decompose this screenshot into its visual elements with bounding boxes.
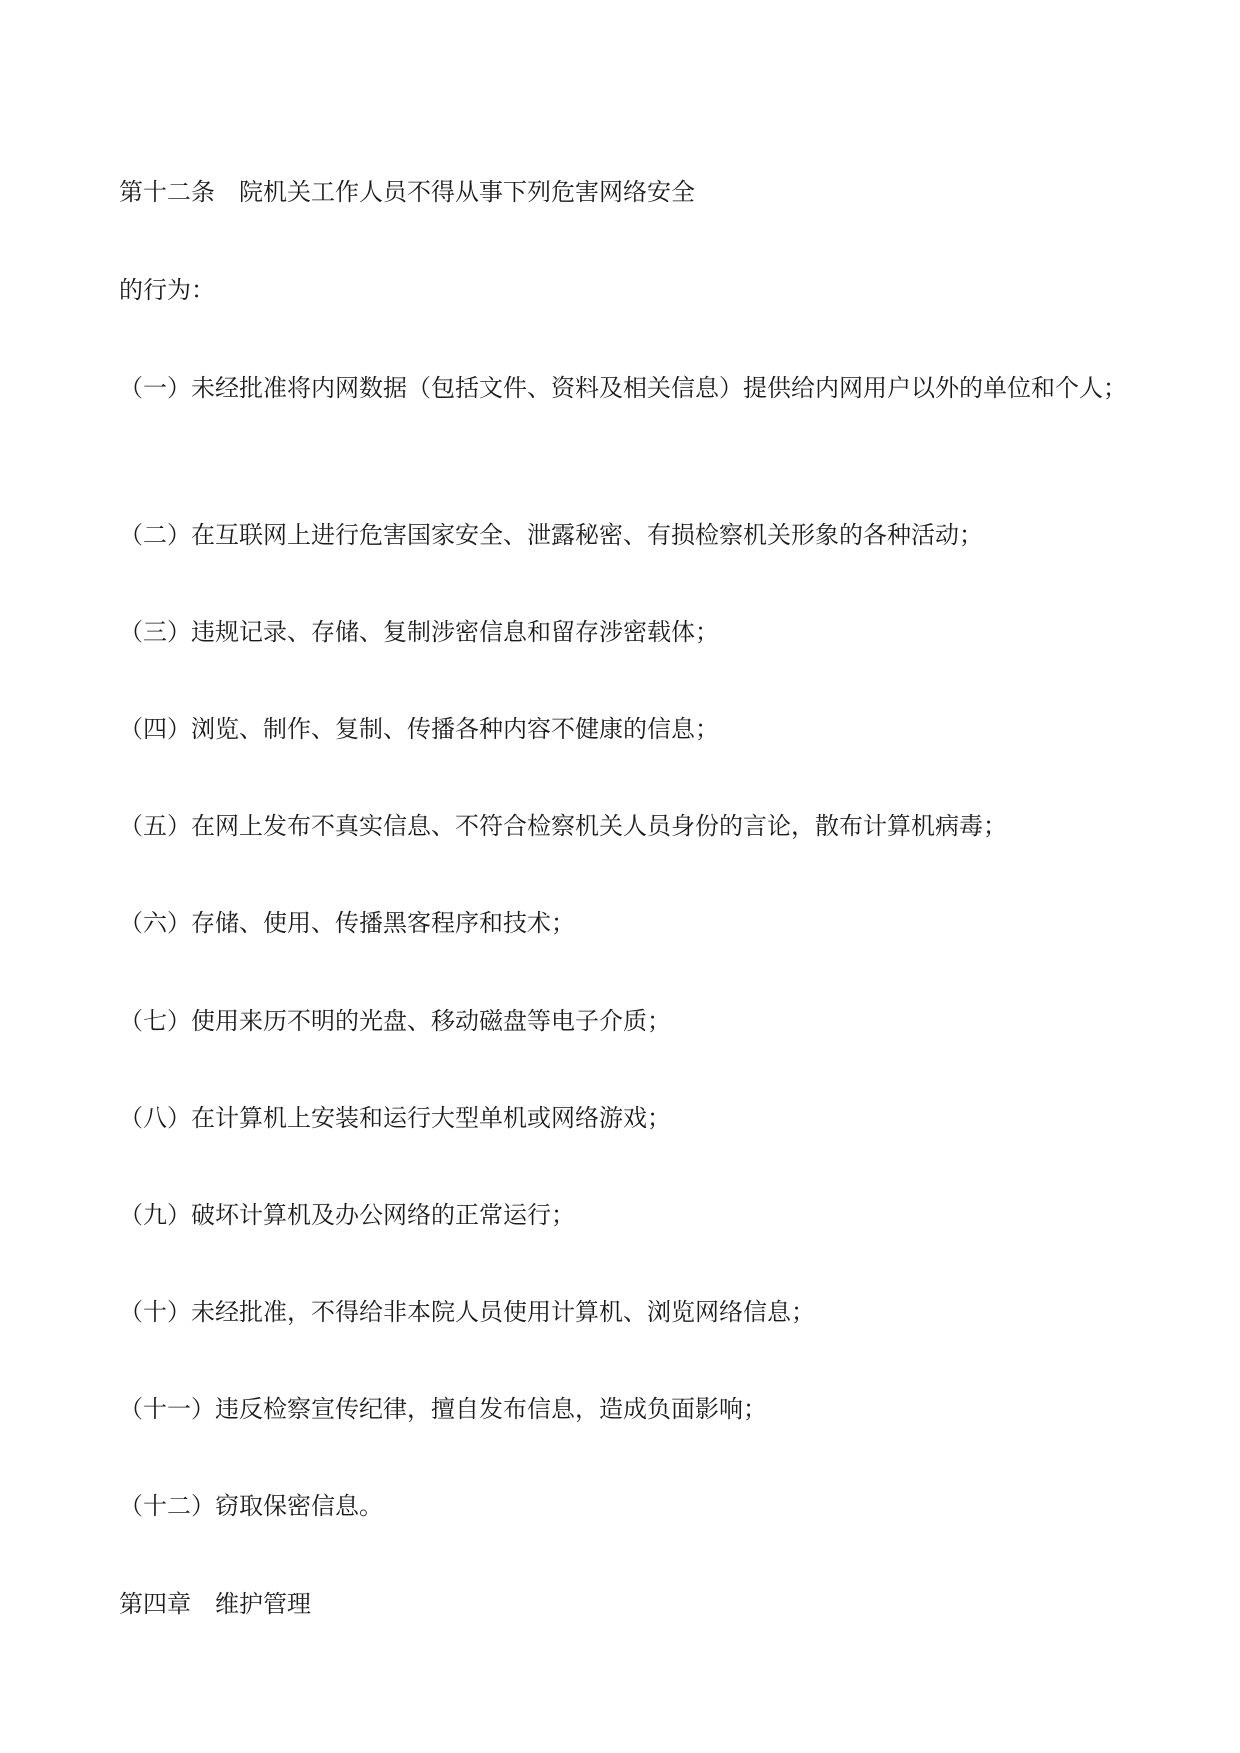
list-item-8: （八）在计算机上安装和运行大型单机或网络游戏； (119, 1104, 671, 1132)
list-item-6: （六）存储、使用、传播黑客程序和技术； (119, 909, 575, 937)
list-item-3: （三）违规记录、存储、复制涉密信息和留存涉密载体； (119, 618, 719, 646)
list-item-1: （一）未经批准将内网数据（包括文件、资料及相关信息）提供给内网用户以外的单位和个人； (119, 374, 1127, 402)
chapter-title: 维护管理 (215, 1590, 311, 1618)
list-item-2: （二）在互联网上进行危害国家安全、泄露秘密、有损检察机关形象的各种活动； (119, 521, 983, 549)
chapter-number: 第四章 (119, 1590, 191, 1618)
article-heading-continuation: 的行为： (119, 276, 215, 304)
list-item-10: （十）未经批准，不得给非本院人员使用计算机、浏览网络信息； (119, 1298, 815, 1326)
article-number: 第十二条 (119, 178, 215, 206)
list-item-12: （十二）窃取保密信息。 (119, 1492, 383, 1520)
article-heading-text: 院机关工作人员不得从事下列危害网络安全 (239, 178, 695, 206)
list-item-5: （五）在网上发布不真实信息、不符合检察机关人员身份的言论，散布计算机病毒； (119, 812, 1007, 840)
list-item-11: （十一）违反检察宣传纪律，擅自发布信息，造成负面影响； (119, 1395, 767, 1423)
list-item-4: （四）浏览、制作、复制、传播各种内容不健康的信息； (119, 715, 719, 743)
article-heading (119, 177, 695, 207)
list-item-7: （七）使用来历不明的光盘、移动磁盘等电子介质； (119, 1007, 671, 1035)
list-item-9: （九）破坏计算机及办公网络的正常运行； (119, 1201, 575, 1229)
chapter-heading (119, 1589, 311, 1619)
